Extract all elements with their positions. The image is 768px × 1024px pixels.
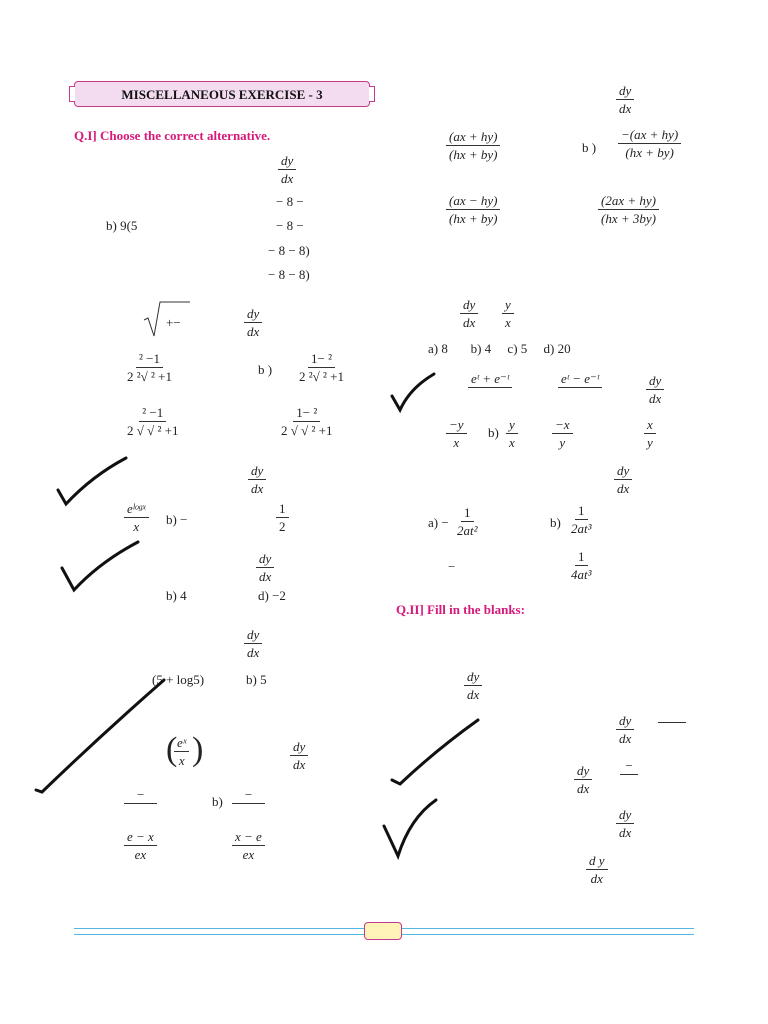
fill-minus: − bbox=[620, 758, 638, 775]
q4-option-b: b) 4 bbox=[166, 588, 187, 603]
r-q4-option-a-label: a) − bbox=[428, 515, 449, 530]
fill-dydx-3: $\frac{dy}{dx}$ bbox=[574, 762, 592, 797]
right-dydx-4: $\frac{dy}{dx}$ bbox=[614, 462, 632, 497]
r-q3-option-c: $\frac{-x}{y}$ bbox=[552, 416, 573, 451]
right-dydx-1: $\frac{dy}{dx}$ bbox=[616, 82, 634, 117]
right-dydx-2: $\frac{dy}{dx}$ bbox=[460, 296, 478, 331]
r-q2-options: a) 8 b) 4 c) 5 d) 20 bbox=[428, 341, 571, 356]
fill-dydx-4: $\frac{dy}{dx}$ bbox=[616, 806, 634, 841]
q1-line-4: − 8 − 8) bbox=[268, 267, 310, 282]
r-q3-option-b-label: b) bbox=[488, 425, 499, 440]
r-q4-option-b: $\frac{1}{\text{2at³}}$ bbox=[571, 503, 592, 536]
q6-right-paren: ) bbox=[192, 731, 204, 768]
left-dydx-6: $\frac{dy}{dx}$ bbox=[290, 738, 308, 773]
r-q1-option-d: $\frac{(2ax + hy)}{(hx + 3by)}$ bbox=[598, 192, 659, 227]
q3-option-b: b) − bbox=[166, 512, 188, 527]
fill-dydx-1: $\frac{dy}{dx}$ bbox=[464, 668, 482, 703]
q2-option-c: $\frac{\text{² −1}}{\text{2 √ √ ² +1}}$ bbox=[127, 405, 179, 438]
q6-option-a: − bbox=[124, 786, 157, 804]
r-q4-option-b-label: b) bbox=[550, 515, 561, 530]
q3-half: $\frac{1}{2}$ bbox=[276, 500, 289, 535]
tick-mark-1 bbox=[392, 374, 434, 410]
left-dydx-5: $\frac{dy}{dx}$ bbox=[244, 626, 262, 661]
tick-mark-2 bbox=[58, 458, 126, 504]
r-q1-option-b-label: b ) bbox=[582, 140, 597, 155]
fill-dydx-2: $\frac{dy}{dx}$ bbox=[616, 712, 634, 747]
r-q4-option-a: $\frac{1}{\text{2at²}}$ bbox=[457, 505, 478, 538]
q3-option-a: eˡᵒᵍˣ x bbox=[124, 500, 149, 535]
left-dydx-4: $\frac{dy}{dx}$ bbox=[256, 550, 274, 585]
left-dydx-3: $\frac{dy}{dx}$ bbox=[248, 462, 266, 497]
q1-line-2: − 8 − bbox=[276, 218, 304, 233]
tick-mark-3 bbox=[62, 542, 138, 590]
q6-option-c: $\frac{e - x}{ex}$ bbox=[124, 828, 157, 863]
right-dydx-3: $\frac{dy}{dx}$ bbox=[646, 372, 664, 407]
q6-paren-fraction: $\frac{\text{eˣ}}{x}$ bbox=[174, 734, 189, 769]
q6-option-b-label: b) bbox=[212, 794, 223, 809]
q1-option-b: b) 9(5 bbox=[106, 218, 138, 233]
q2-option-b-label: b ) bbox=[258, 362, 273, 377]
tick-mark-5 bbox=[392, 720, 478, 784]
r-q4-option-d: $\frac{1}{\text{4at³}}$ bbox=[571, 549, 592, 582]
r-q1-option-c: $\frac{(ax - hy)}{(hx + by)}$ bbox=[446, 192, 500, 227]
exercise-title: MISCELLANEOUS EXERCISE - 3 bbox=[121, 87, 323, 102]
q6-option-d: $\frac{x - e}{ex}$ bbox=[232, 828, 265, 863]
q6-left-paren: ( bbox=[166, 731, 178, 768]
r-q4-option-c-dash: − bbox=[448, 559, 456, 574]
q2-option-d: $\frac{\text{1− ²}}{\text{2 √ √ ² +1}}$ bbox=[281, 405, 333, 438]
left-dydx-2: $\frac{dy}{dx}$ bbox=[244, 305, 262, 340]
r-q2-yx: $\frac{y}{x}$ bbox=[502, 296, 514, 331]
left-dydx-1: $\frac{dy}{dx}$ bbox=[278, 152, 296, 187]
r-q1-option-b: $\frac{-(ax + hy)}{(hx + by)}$ bbox=[618, 126, 681, 161]
q1-line-3: − 8 − 8) bbox=[268, 243, 310, 258]
r-q3-top-2: eᵗ − e⁻ᵗ bbox=[558, 370, 602, 388]
tick-mark-6 bbox=[384, 800, 436, 856]
q6-option-b: − bbox=[232, 786, 265, 804]
r-q3-option-d: $\frac{x}{y}$ bbox=[644, 416, 656, 451]
q5-option-a: (5 + log5) bbox=[152, 672, 205, 687]
q5-option-b: b) 5 bbox=[246, 672, 267, 687]
page-number-tab bbox=[364, 922, 402, 940]
r-q3-option-b: $\frac{y}{x}$ bbox=[506, 416, 518, 451]
sqrt-expression: +− bbox=[166, 315, 181, 330]
r-q1-option-a: $\frac{(ax + hy)}{(hx + by)}$ bbox=[446, 128, 500, 163]
q2-option-b: $\frac{\text{1− ²}}{\text{2 ²√ ² +1}}$ bbox=[299, 351, 345, 384]
tick-mark-4 bbox=[36, 680, 164, 792]
q4-option-d: d) −2 bbox=[258, 588, 286, 603]
r-q3-top-1: eᵗ + e⁻ᵗ bbox=[468, 370, 512, 388]
q2-option-a: $\frac{\text{² −1}}{\text{2 ²√ ² +1}}$ bbox=[127, 351, 173, 384]
q2-heading: Q.II] Fill in the blanks: bbox=[396, 602, 525, 617]
q1-line-1: − 8 − bbox=[276, 194, 304, 209]
fill-d-y-dx: $\frac{\text{d y}}{dx}$ bbox=[586, 852, 608, 887]
q1-heading: Q.I] Choose the correct alternative. bbox=[74, 128, 271, 143]
r-q3-option-a: $\frac{-y}{x}$ bbox=[446, 416, 467, 451]
